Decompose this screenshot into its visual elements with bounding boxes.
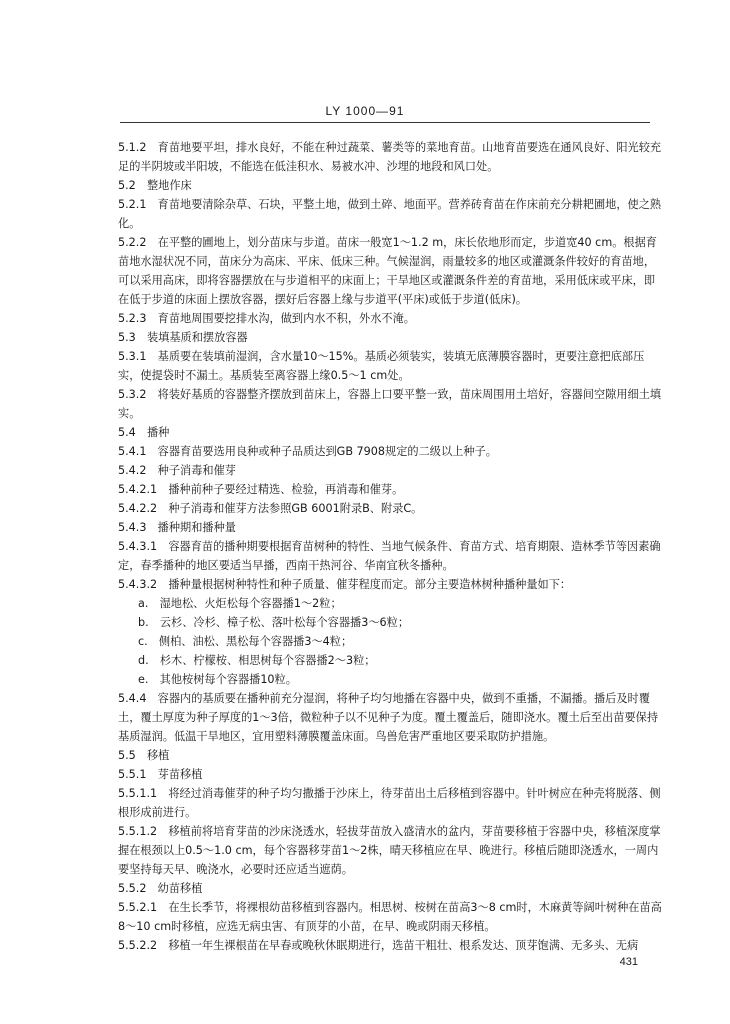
paragraph-5-2-2: 5.2.2 在平整的圃地上，划分苗床与步道。苗床一般宽1～1.2 m，床长依地形而定，步道宽40 cm。根据育苗地水湿状况不同，苗床分为高床、平床、低床三种。气候湿润，雨量较多的地区或灌溉条件较好的育苗地，可以采用高床，即将容器摆放在与步道相平的床面上；干旱地区或灌溉条件差的育苗地，采用低床或平床，即在低于步道的床面上摆放容器，摆好后容器上缘与步道平(平床)或低于步道(低床)。 [118, 236, 657, 306]
document-body [118, 138, 666, 955]
list-item: a. 湿地松、火炬松每个容器播1～2粒； [138, 597, 342, 610]
paragraph-5-5-2-1: 5.5.2.1 在生长季节，将裸根幼苗移植到容器内。相思树、桉树在苗高3～8 cm时，木麻黄等阔叶树种在苗高8～10 cm时移植，应选无病虫害、有顶芽的小苗，在早、晚或阴雨天移植。 [118, 901, 662, 933]
heading-5-5-1: 5.5.1 芽苗移植 [118, 768, 203, 781]
heading-5-4-2: 5.4.2 种子消毒和催芽 [118, 464, 236, 477]
paragraph-5-2-3: 5.2.3 育苗地周围要挖排水沟，做到内水不积，外水不淹。 [118, 312, 415, 325]
standard-code-header: LY 1000—91 [325, 104, 405, 118]
list-item: d. 杉木、柠檬桉、相思树每个容器播2～3粒； [138, 654, 376, 667]
list-item: b. 云杉、冷杉、樟子松、落叶松每个容器播3～6粒； [138, 616, 410, 629]
page-number: 431 [619, 956, 638, 968]
heading-5-4: 5.4 播种 [118, 426, 170, 439]
paragraph-5-4-3-2: 5.4.3.2 播种量根据树种特性和种子质量、催芽程度而定。部分主要造林树种播种量如下： [118, 578, 572, 591]
heading-5-2: 5.2 整地作床 [118, 179, 192, 192]
paragraph-5-4-4: 5.4.4 容器内的基质要在播种前充分湿润，将种子均匀地播在容器中央，做到不重播，不漏播。播后及时覆土，覆土厚度为种子厚度的1～3倍，微粒种子以不见种子为度。覆土覆盖后，随即浇水。覆土后至出苗要保持基质湿润。低温干旱地区，宜用塑料薄膜覆盖床面。鸟兽危害严重地区要采取防护措施。 [118, 692, 659, 743]
paragraph-5-3-1: 5.3.1 基质要在装填前湿润，含水量10～15%。基质必须装实，装填无底薄膜容器时，更要注意把底部压实，使提袋时不漏土。基质装至离容器上缘0.5～1 cm处。 [118, 350, 645, 382]
list-item: e. 其他桉树每个容器播10粒。 [138, 673, 297, 686]
paragraph-5-5-1-2: 5.5.1.2 移植前将培育芽苗的沙床浇透水，轻拔芽苗放入盛清水的盆内，芽苗要移植于容器中央，移植深度掌握在根颈以上0.5～1.0 cm，每个容器移芽苗1～2株，晴天移植应在早、晚进行。移植后随即浇透水，一周内要坚持每天早、晚浇水，必要时还应适当遮荫。 [118, 825, 661, 876]
header-rule [120, 122, 650, 123]
paragraph-5-5-2-2: 5.5.2.2 移植一年生裸根苗在早春或晚秋休眠期进行，选苗干粗壮、根系发达、顶芽饱满、无多头、无病 [118, 939, 639, 952]
heading-5-5-2: 5.5.2 幼苗移植 [118, 882, 203, 895]
paragraph-5-4-2-2: 5.4.2.2 种子消毒和催芽方法参照GB 6001附录B、附录C。 [118, 502, 423, 515]
paragraph-5-1-2: 5.1.2 育苗地要平坦，排水良好，不能在种过蔬菜、薯类等的菜地育苗。山地育苗要选在通风良好、阳光较充足的半阴坡或半阳坡，不能选在低洼积水、易被水冲、沙埋的地段和风口处。 [118, 141, 662, 173]
paragraph-5-4-3-1: 5.4.3.1 容器育苗的播种期要根据育苗树种的特性、当地气候条件、育苗方式、培育期限、造林季节等因素确定，春季播种的地区要适当早播，西南干热河谷、华南宜秋冬播种。 [118, 540, 661, 572]
heading-5-5: 5.5 移植 [118, 749, 170, 762]
heading-5-3: 5.3 装填基质和摆放容器 [118, 331, 248, 344]
heading-5-4-3: 5.4.3 播种期和播种量 [118, 521, 236, 534]
paragraph-5-4-1: 5.4.1 容器育苗要选用良种或种子品质达到GB 7908规定的二级以上种子。 [118, 445, 497, 458]
paragraph-5-4-2-1: 5.4.2.1 播种前种子要经过精选、检验，再消毒和催芽。 [118, 483, 404, 496]
paragraph-5-3-2: 5.3.2 将装好基质的容器整齐摆放到苗床上，容器上口要平整一致，苗床周围用土培好，容器间空隙用细土填实。 [118, 388, 662, 420]
paragraph-5-5-1-1: 5.5.1.1 将经过消毒催芽的种子均匀撒播于沙床上，待芽苗出土后移植到容器中。针叶树应在种壳将脱落、侧根形成前进行。 [118, 787, 661, 819]
paragraph-5-2-1: 5.2.1 育苗地要清除杂草、石块，平整土地，做到土碎、地面平。营养砖育苗在作床前充分耕耙圃地，使之熟化。 [118, 198, 662, 230]
list-item: c. 侧柏、油松、黑松每个容器播3～4粒； [138, 635, 353, 648]
